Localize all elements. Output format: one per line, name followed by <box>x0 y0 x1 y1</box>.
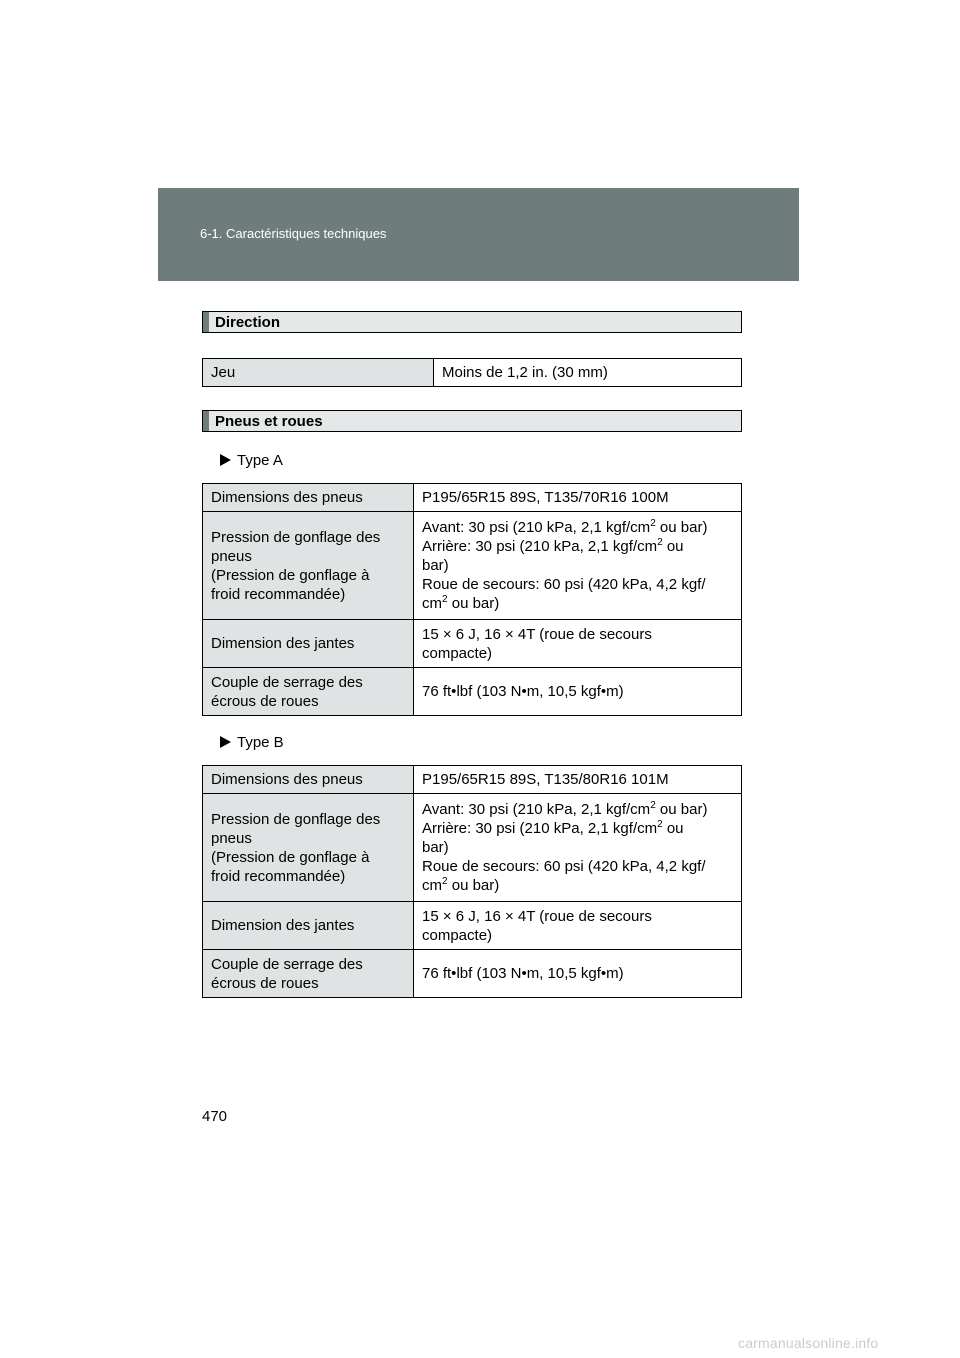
table-row <box>203 766 742 794</box>
chapter-header-band <box>158 188 799 281</box>
type-a-table <box>202 483 742 716</box>
table-cell-value: P195/65R15 89S, T135/80R16 101M <box>414 766 742 794</box>
table-cell-label: Couple de serrage des écrous de roues <box>203 668 414 716</box>
section-title-text: Pneus et roues <box>215 413 323 430</box>
section-accent <box>203 411 209 431</box>
table-cell-label: Dimensions des pneus <box>203 766 414 794</box>
table-cell-label: Couple de serrage des écrous de roues <box>203 950 414 998</box>
table-row <box>203 668 742 716</box>
table-cell-label: Dimensions des pneus <box>203 484 414 512</box>
table-row <box>203 902 742 950</box>
table-row <box>203 359 742 387</box>
type-b-table <box>202 765 742 998</box>
table-row <box>203 484 742 512</box>
table-cell-value: Avant: 30 psi (210 kPa, 2,1 kgf/$cm^2$ ou bar) Arrière: 30 psi (210 kPa, 2,1 kgf/$cm^2$ ou bar) Roue de secours: 60 psi (420 kPa, 4,2 kgf/ $cm^2$ ou bar) <box>414 794 742 902</box>
watermark <box>724 1330 960 1358</box>
section-title-tires <box>202 410 742 432</box>
table-cell-value: P195/65R15 89S, T135/70R16 100M <box>414 484 742 512</box>
table-cell-value: 76 ft•lbf (103 N•m, 10,5 kgf•m) <box>414 668 742 716</box>
table-row <box>203 794 742 902</box>
table-cell-value: Moins de 1,2 in. (30 mm) <box>434 359 742 387</box>
type-a-label: Type A <box>220 452 283 469</box>
table-row <box>203 512 742 620</box>
section-accent <box>203 312 209 332</box>
table-row <box>203 620 742 668</box>
arrow-right-icon <box>220 454 231 466</box>
chapter-title: 6-1. Caractéristiques techniques <box>200 226 387 241</box>
table-cell-label: Pression de gonflage des pneus (Pression de gonflage à froid recommandée) <box>203 512 414 620</box>
table-cell-value: Avant: 30 psi (210 kPa, 2,1 kgf/$cm^2$ ou bar) Arrière: 30 psi (210 kPa, 2,1 kgf/$cm^2$ ou bar) Roue de secours: 60 psi (420 kPa, 4,2 kgf/ $cm^2$ ou bar) <box>414 512 742 620</box>
page-number: 470 <box>202 1108 228 1125</box>
table-cell-value: 15 × 6 J, 16 × 4T (roue de secours compacte) <box>414 902 742 950</box>
section-title-direction <box>202 311 742 333</box>
table-cell-label: Pression de gonflage des pneus (Pression de gonflage à froid recommandée) <box>203 794 414 902</box>
direction-table <box>202 358 742 387</box>
table-cell-value: 15 × 6 J, 16 × 4T (roue de secours compacte) <box>414 620 742 668</box>
table-cell-label: Dimension des jantes <box>203 902 414 950</box>
table-cell-label: Dimension des jantes <box>203 620 414 668</box>
table-row <box>203 950 742 998</box>
watermark-text: carmanualsonline.info <box>738 1335 879 1351</box>
arrow-right-icon <box>220 736 231 748</box>
table-cell-label: Jeu <box>203 359 434 387</box>
type-b-label: Type B <box>220 734 284 751</box>
table-cell-value: 76 ft•lbf (103 N•m, 10,5 kgf•m) <box>414 950 742 998</box>
section-title-text: Direction <box>215 314 281 331</box>
